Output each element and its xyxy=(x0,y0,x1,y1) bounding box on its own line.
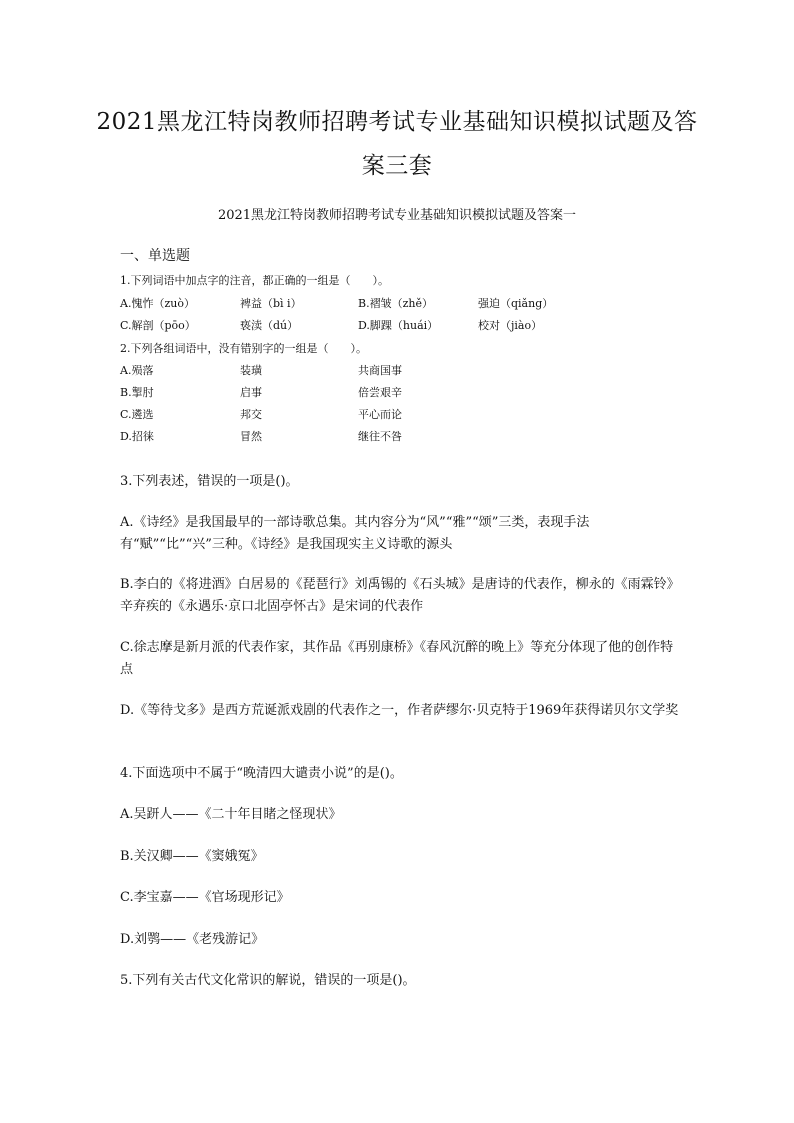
q3-option-c: C.徐志摩是新月派的代表作家，其作品《再别康桥》《春风沉醉的晚上》等充分体现了他的创作特点 xyxy=(120,640,674,677)
q2-option: 邦交 xyxy=(240,408,262,421)
q2-option: 冒然 xyxy=(240,430,262,443)
document-title-line-1: 2021黑龙江特岗教师招聘考试专业基础知识模拟试题及答 xyxy=(96,109,698,135)
q3-stem: 3.下列表述，错误的一项是()。 xyxy=(120,474,299,489)
q3-option-a: A.《诗经》是我国最早的一部诗歌总集。其内容分为“风”“雅”“颂”三类，表现手法有“赋”“比”“兴”三种。《诗经》是我国现实主义诗歌的源头 xyxy=(120,515,590,552)
q1-option: 校对（jiào） xyxy=(478,319,543,332)
q1-stem: 1.下列词语中加点字的注音，都正确的一组是（ ）。 xyxy=(120,274,389,287)
q4-option-c: C.李宝嘉——《官场现形记》 xyxy=(120,890,290,905)
q2-option: 装璜 xyxy=(240,364,262,377)
q2-options-row-4 xyxy=(120,428,680,444)
document-title-line-2: 案三套 xyxy=(361,153,433,179)
document-subtitle: 2021黑龙江特岗教师招聘考试专业基础知识模拟试题及答案一 xyxy=(217,208,577,223)
q2-option: D.招徕 xyxy=(120,430,154,443)
q1-option: 亵渎（dú） xyxy=(240,319,299,332)
q2-option: 启事 xyxy=(240,386,262,399)
q2-option: C.遴选 xyxy=(120,408,154,421)
q1-option: 裨益（bì i） xyxy=(240,297,302,310)
q5-stem: 5.下列有关古代文化常识的解说，错误的一项是()。 xyxy=(120,973,416,988)
section-heading: 一、单选题 xyxy=(120,248,190,264)
q1-options-row-1 xyxy=(120,295,680,311)
q3-option-b: B.李白的《将进酒》白居易的《琵琶行》刘禹锡的《石头城》是唐诗的代表作，柳永的《雨霖铃》辛弃疾的《永遇乐·京口北固亭怀古》是宋词的代表作 xyxy=(120,577,680,614)
q2-option: A.殒落 xyxy=(120,364,154,377)
q4-option-a: A.吴趼人——《二十年目睹之怪现状》 xyxy=(120,807,342,822)
q2-options-row-2 xyxy=(120,384,680,400)
q2-options-row-3 xyxy=(120,406,680,422)
q4-stem: 4.下面选项中不属于“晚清四大谴责小说”的是()。 xyxy=(120,766,403,781)
q2-option: 倍尝艰辛 xyxy=(358,386,402,399)
q4-option-d: D.刘鹗——《老残游记》 xyxy=(120,932,265,947)
q1-option: A.愧怍（zuò） xyxy=(120,297,195,310)
q1-option: C.解剖（pōo） xyxy=(120,319,196,332)
q2-stem: 2.下列各组词语中，没有错别字的一组是（ ）。 xyxy=(120,342,367,355)
q1-option: 强迫（qiǎng） xyxy=(478,297,554,310)
q4-option-b: B.关汉卿——《窦娥冤》 xyxy=(120,849,264,864)
q2-option: 共商国事 xyxy=(358,364,402,377)
q3-option-d: D.《等待戈多》是西方荒诞派戏剧的代表作之一，作者萨缪尔·贝克特于1969年获得诺贝尔文学奖 xyxy=(120,703,679,718)
q2-option: B.掣肘 xyxy=(120,386,154,399)
q2-option: 平心而论 xyxy=(358,408,402,421)
q1-options-row-2 xyxy=(120,317,680,333)
q2-option: 继往不咎 xyxy=(358,430,402,443)
q2-options-row-1 xyxy=(120,362,680,378)
q1-option: B.褶皱（zhě） xyxy=(358,297,433,310)
q1-option: D.脚踝（huái） xyxy=(358,319,439,332)
